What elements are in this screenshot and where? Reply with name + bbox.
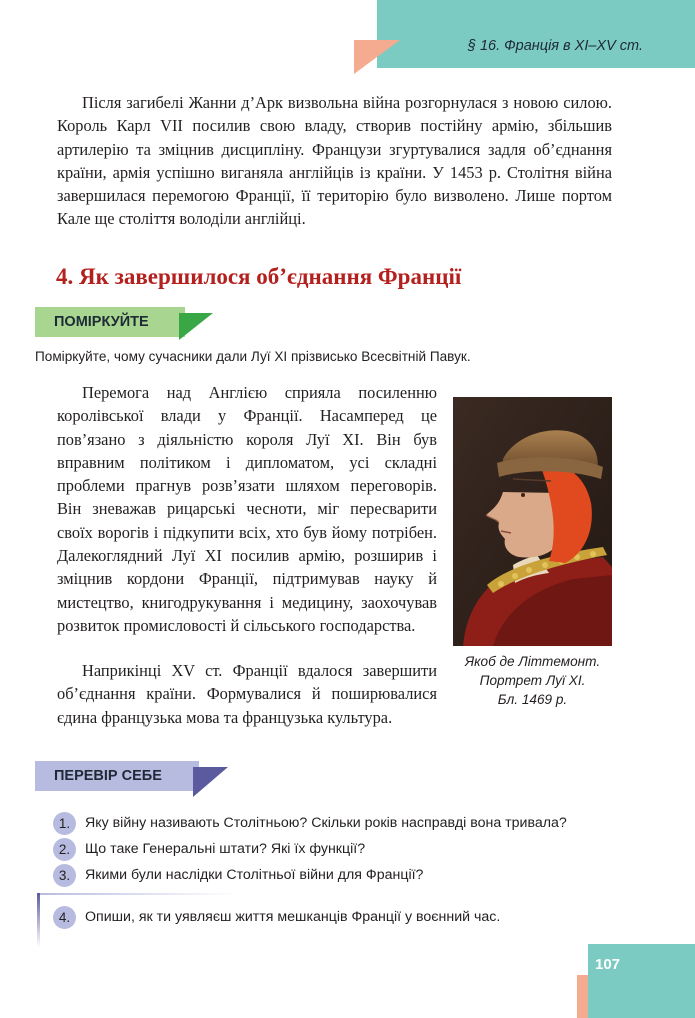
question-item <box>53 836 567 862</box>
paragraph-1: Після загибелі Жанни д’Арк визвольна війна розгорнулася з новою силою. Король Карл VII посилив свою владу, створив постійну армію, збільшив артилерію та зміцнив дисципліну. Французи згуртувалися задля об’єднання країни, армія успішно виганяла англійців із країни. У 1453 р. Столітня війна завершилася перемогою Франції, її територію було визволено. Лише портом Кале ще століття володіли англійці. <box>57 93 612 229</box>
question-text: Якими були наслідки Столітньої війни для Франції? <box>85 867 424 883</box>
creative-task-divider <box>37 893 237 895</box>
portrait-louis-xi-image <box>453 397 612 646</box>
caption-author: Якоб де Літтемонт. <box>464 654 601 669</box>
question-text: Яку війну називають Столітньою? Скільки років насправді вона тривала? <box>85 815 567 831</box>
check-label: ПЕРЕВІР СЕБЕ <box>35 761 199 791</box>
question-number: 3. <box>53 864 76 887</box>
think-label: ПОМІРКУЙТЕ <box>35 307 185 337</box>
question-text: Опиши, як ти уявляєш життя мешканців Франції у воєнний час. <box>85 909 501 925</box>
page-number: 107 <box>595 956 621 973</box>
header-band <box>377 0 695 68</box>
caption-date: Бл. 1469 р. <box>497 692 568 707</box>
think-label-arrow <box>179 313 213 340</box>
think-question: Поміркуйте, чому сучасники дали Луї ХІ прізвисько Всесвітній Павук. <box>35 349 471 364</box>
question-text: Що таке Генеральні штати? Які їх функції? <box>85 841 366 857</box>
header-accent <box>354 40 400 74</box>
section-title: 4. Як завершилося об’єднання Франції <box>56 264 462 289</box>
creative-task-bar <box>37 893 40 947</box>
paragraph-2: Перемога над Англією сприяла посиленню королівської влади у Франції. Насамперед це пов’язано з діяльністю короля Луї ХІ. Він був вправним політиком і дипломатом, усі складні проблеми прагнув розв’язати шляхом переговорів. Він зневажав рицарські чесноти, міг пересварити своїх ворогів і підкупити всіх, хто був йому потрібен. Далекоглядний Луї ХІ посилив армію, розширив і зміцнив кордони Франції, підтримував науку й мистецтво, книгодрукування і медицину, заохочував розвиток промисловості й сільського господарства. <box>57 383 437 635</box>
paragraph-3: Наприкінці XV ст. Франції вдалося завершити об’єднання країни. Формувалися й поширювалися єдина французька мова та французька культура. <box>57 661 437 727</box>
check-questions-list <box>53 810 567 888</box>
caption-title: Портрет Луї XI. <box>479 673 586 688</box>
question-item <box>53 810 567 836</box>
check-label-arrow <box>193 767 228 797</box>
question-number: 4. <box>53 906 76 929</box>
page-number-accent <box>577 975 588 1018</box>
running-header: § 16. Франція в XI–XV ст. <box>467 38 643 54</box>
question-number: 1. <box>53 812 76 835</box>
portrait-caption <box>453 652 612 709</box>
question-number: 2. <box>53 838 76 861</box>
question-item <box>53 862 567 888</box>
question-item-creative <box>53 904 500 930</box>
